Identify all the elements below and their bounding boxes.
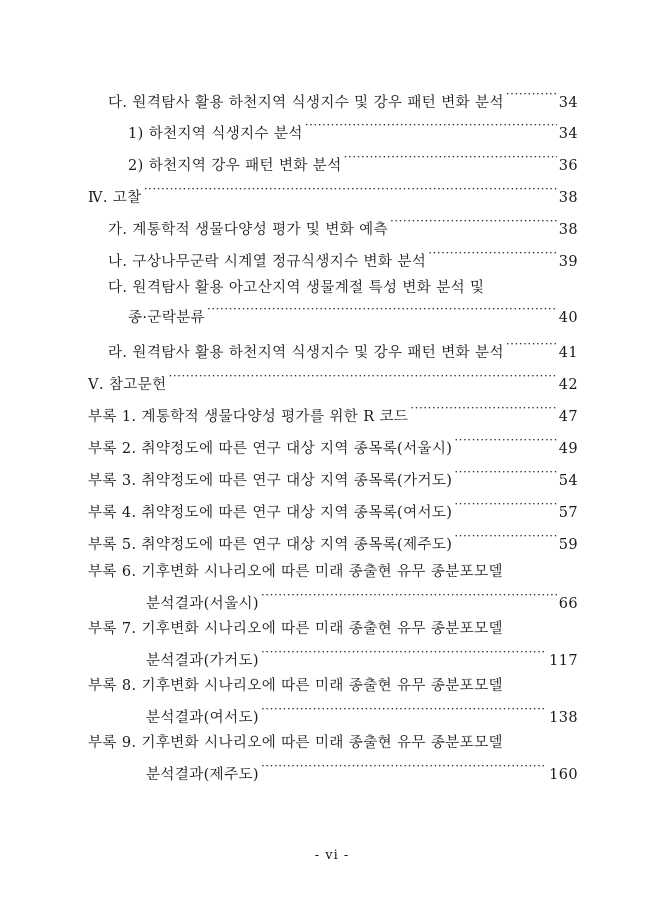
dot-leader bbox=[261, 759, 547, 779]
toc-entry-page: 36 bbox=[558, 158, 578, 174]
toc-entry-page: 57 bbox=[558, 505, 578, 521]
toc-entry-page: 41 bbox=[558, 345, 578, 361]
toc-entry[interactable] bbox=[108, 87, 578, 113]
dot-leader bbox=[454, 497, 556, 517]
toc-entry-page: 138 bbox=[549, 710, 578, 726]
dot-leader bbox=[454, 433, 556, 453]
dot-leader bbox=[428, 246, 557, 266]
toc-entry-title-line1: 다. 원격탐사 활용 아고산지역 생물계절 특성 변화 분석 및 bbox=[108, 280, 485, 296]
dot-leader bbox=[506, 87, 557, 107]
toc-entry-page: 54 bbox=[558, 473, 578, 489]
dot-leader bbox=[261, 645, 547, 665]
toc-entry-title-line2: 분석결과(서울시) bbox=[146, 596, 259, 612]
dot-leader bbox=[390, 214, 557, 234]
toc-entry[interactable] bbox=[88, 182, 578, 208]
toc-entry[interactable] bbox=[108, 337, 578, 363]
toc-entry-page: 160 bbox=[549, 767, 578, 783]
toc-entry-page: 47 bbox=[558, 409, 578, 425]
toc-entry-page: 117 bbox=[549, 653, 578, 669]
toc-entry-title-line2: 분석결과(가거도) bbox=[146, 653, 259, 669]
toc-entry[interactable] bbox=[88, 529, 578, 555]
toc-entry-title: 부록 4. 취약정도에 따른 연구 대상 지역 종목록(여서도) bbox=[88, 505, 453, 521]
toc-entry-title: 2) 하천지역 강우 패턴 변화 분석 bbox=[128, 158, 342, 174]
toc-entry-title: Ⅳ. 고찰 bbox=[88, 190, 142, 206]
dot-leader bbox=[410, 401, 556, 421]
toc-entry-title-line2: 종·군락분류 bbox=[128, 310, 206, 326]
toc-entry-title-line1: 부록 8. 기후변화 시나리오에 따른 미래 종출현 유무 종분포모델 bbox=[88, 678, 503, 694]
dot-leader bbox=[344, 150, 557, 170]
page-number-footer: - vi - bbox=[314, 848, 350, 863]
toc-entry[interactable] bbox=[88, 619, 578, 671]
toc-entry-title-line2: 분석결과(제주도) bbox=[146, 767, 259, 783]
dot-leader bbox=[506, 337, 557, 357]
dot-leader bbox=[207, 302, 557, 322]
toc-entry-page: 39 bbox=[558, 254, 578, 270]
toc-entry-page: 34 bbox=[558, 126, 578, 142]
toc-entry[interactable] bbox=[88, 433, 578, 459]
toc-entry[interactable] bbox=[88, 497, 578, 523]
toc-entry-title-line2: 분석결과(여서도) bbox=[146, 710, 259, 726]
toc-entry[interactable] bbox=[88, 562, 578, 614]
toc-entry[interactable] bbox=[88, 733, 578, 785]
dot-leader bbox=[454, 529, 556, 549]
toc-entry[interactable] bbox=[88, 676, 578, 728]
toc-entry-title: 1) 하천지역 식생지수 분석 bbox=[128, 126, 303, 142]
toc-entry-page: 40 bbox=[558, 310, 578, 326]
toc-entry[interactable] bbox=[128, 150, 578, 176]
toc-entry-title-line1: 부록 9. 기후변화 시나리오에 따른 미래 종출현 유무 종분포모델 bbox=[88, 735, 503, 751]
toc-entry[interactable] bbox=[88, 401, 578, 427]
toc-entry-title: 라. 원격탐사 활용 하천지역 식생지수 및 강우 패턴 변화 분석 bbox=[108, 345, 504, 361]
toc-entry-title-line1: 부록 6. 기후변화 시나리오에 따른 미래 종출현 유무 종분포모델 bbox=[88, 564, 503, 580]
toc-entry-page: 59 bbox=[558, 537, 578, 553]
toc-entry[interactable] bbox=[108, 214, 578, 240]
toc-entry[interactable] bbox=[88, 369, 578, 395]
toc-entry-page: 66 bbox=[558, 596, 578, 612]
dot-leader bbox=[144, 182, 557, 202]
toc-entry-page: 42 bbox=[558, 377, 578, 393]
toc-entry-title: 가. 계통학적 생물다양성 평가 및 변화 예측 bbox=[108, 222, 388, 238]
dot-leader bbox=[305, 118, 557, 138]
toc-entry-page: 38 bbox=[558, 190, 578, 206]
toc-entry[interactable] bbox=[128, 118, 578, 144]
dot-leader bbox=[169, 369, 557, 389]
toc-entry[interactable] bbox=[88, 465, 578, 491]
toc-entry-page: 49 bbox=[558, 441, 578, 457]
toc-entry-title: 부록 2. 취약정도에 따른 연구 대상 지역 종목록(서울시) bbox=[88, 441, 453, 457]
toc-entry-title: 부록 3. 취약정도에 따른 연구 대상 지역 종목록(가거도) bbox=[88, 473, 453, 489]
dot-leader bbox=[261, 588, 557, 608]
toc-entry-page: 34 bbox=[558, 95, 578, 111]
toc-entry-title: 부록 5. 취약정도에 따른 연구 대상 지역 종목록(제주도) bbox=[88, 537, 453, 553]
toc-entry-title-line1: 부록 7. 기후변화 시나리오에 따른 미래 종출현 유무 종분포모델 bbox=[88, 621, 503, 637]
toc-entry-title: 부록 1. 계통학적 생물다양성 평가를 위한 R 코드 bbox=[88, 409, 409, 425]
dot-leader bbox=[454, 465, 556, 485]
toc-entry-title: 나. 구상나무군락 시계열 정규식생지수 변화 분석 bbox=[108, 254, 427, 270]
dot-leader bbox=[261, 702, 547, 722]
toc-entry-title: Ⅴ. 참고문헌 bbox=[88, 377, 167, 393]
toc-entry-page: 38 bbox=[558, 222, 578, 238]
toc-entry[interactable] bbox=[108, 278, 578, 328]
toc-entry-title: 다. 원격탐사 활용 하천지역 식생지수 및 강우 패턴 변화 분석 bbox=[108, 95, 504, 111]
toc-entry[interactable] bbox=[108, 246, 578, 272]
